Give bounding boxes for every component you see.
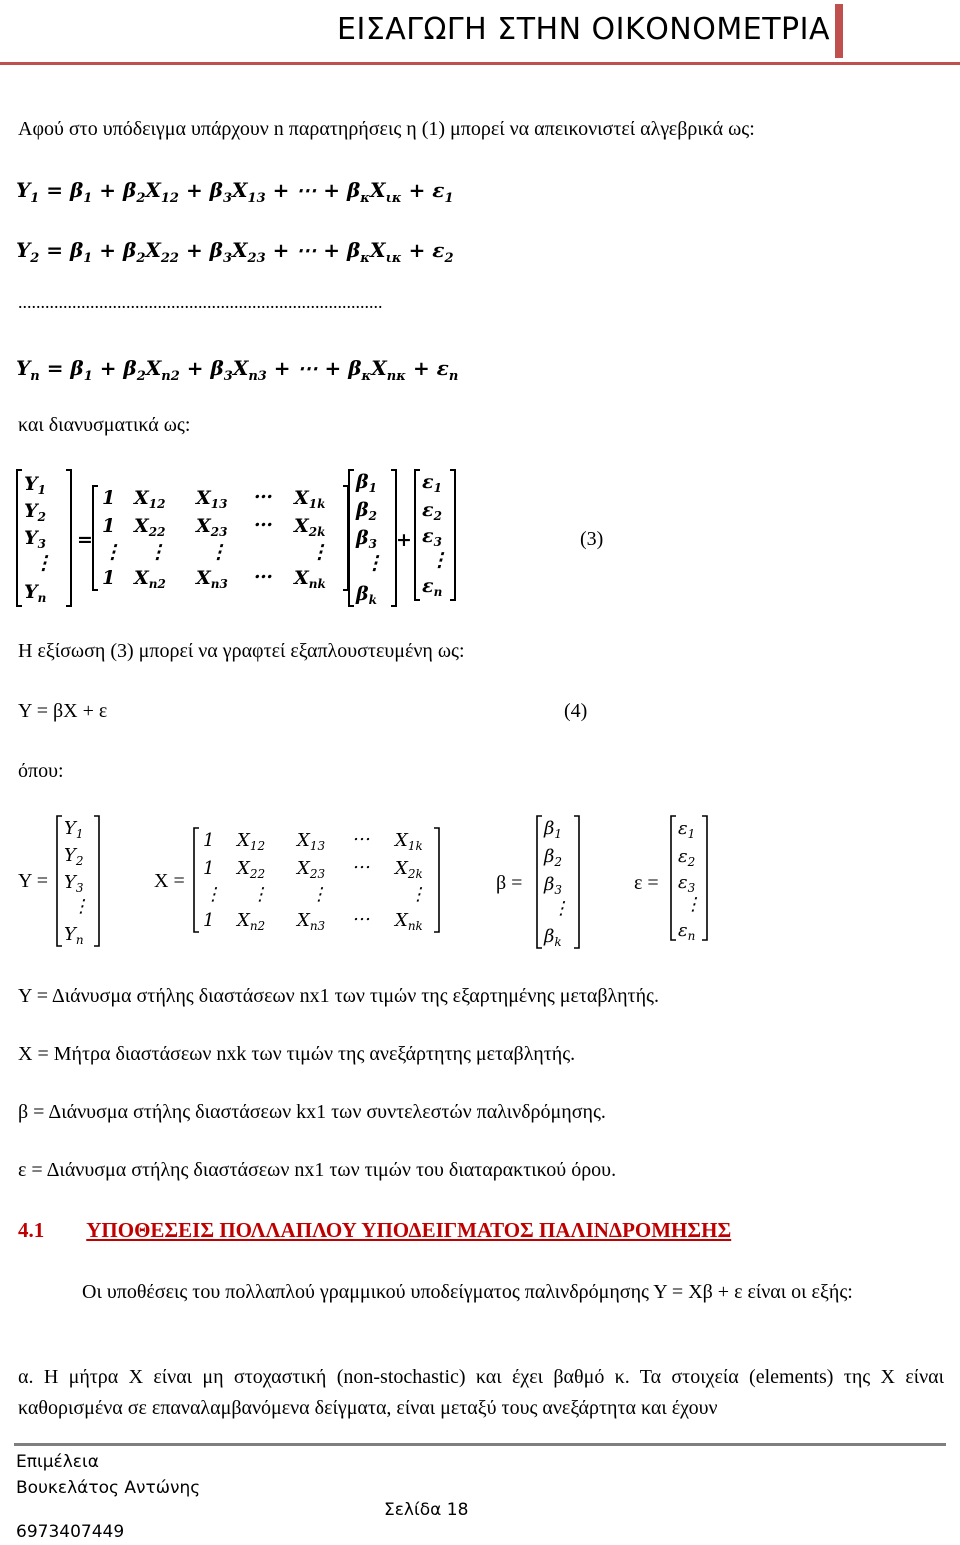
svg-text:Y1: $Y_1$ [64, 818, 84, 841]
svg-text:⋮: ⋮ [430, 549, 449, 571]
svg-text:β2: $\beta_2$ [356, 499, 377, 523]
svg-text:εn: $\varepsilon_n$ [678, 920, 696, 943]
matrix-equation-3 [14, 466, 474, 611]
page-header [0, 0, 960, 60]
svg-text:Xnk: $X_{nk}$ [294, 567, 326, 591]
x-matrix [193, 824, 443, 936]
svg-text:=: = [77, 529, 93, 551]
intro-text: Αφού στο υπόδειγμα υπάρχουν n παρατηρήσεις η (1) μπορεί να απεικονιστεί αλγεβρικά ως: [18, 118, 755, 140]
svg-text:ε2: $\varepsilon_2$ [678, 846, 696, 869]
equation-y1: $Y_1 = \beta_1 + \beta_2X_{12} + \beta_3X_{13}$ + ⋯ + $\beta_\kappa X_{\iota\kappa} + \varepsilon_1$ [16, 178, 454, 206]
svg-text:X12: $X_{12}$ [237, 830, 266, 853]
svg-text:⋮: ⋮ [148, 541, 167, 563]
section-title: ΥΠΟΘΕΣΕΙΣ ΠΟΛΛΑΠΛΟΥ ΥΠΟΔΕΙΓΜΑΤΟΣ ΠΑΛΙΝΔΡΟΜΗΣΗΣ [86, 1218, 732, 1242]
svg-text:β3: $\beta_3$ [544, 874, 563, 897]
svg-text:X13: $X_{13}$ [297, 830, 326, 853]
where-label: όπου: [18, 760, 64, 782]
page-number: Σελίδα 18 [384, 1500, 469, 1520]
simplified-intro: Η εξίσωση (3) μπορεί να γραφτεί εξαπλουστευμένη ως: [18, 640, 465, 662]
svg-text:+: + [396, 529, 412, 551]
svg-text:ε3: $\varepsilon_3$ [422, 525, 442, 549]
svg-text:β3: $\beta_3$ [356, 527, 377, 551]
equation-yn: $Y_n = \beta_1 + \beta_2X_{n2} + \beta_3X_{n3}$ + ⋯ + $\beta_\kappa X_{n\kappa} + \varepsilon_n$ [16, 356, 459, 384]
section-number: 4.1 [18, 1218, 45, 1242]
x-matrix-label: Χ = [154, 870, 185, 892]
svg-text:1: 1 [102, 487, 116, 509]
svg-text:…: … [254, 481, 273, 503]
svg-text:1: 1 [102, 515, 116, 537]
svg-text:X2k: $X_{2k}$ [395, 858, 423, 881]
svg-text:Xn2: $X_{n2}$ [134, 567, 166, 591]
paragraph-assumptions-intro: Οι υποθέσεις του πολλαπλού γραμμικού υποδείγματος παλινδρόμησης Υ = Χβ + ε είναι οι εξής: [82, 1281, 853, 1303]
svg-text:…: … [254, 561, 273, 583]
svg-text:Y3: $Y_3$ [24, 527, 46, 551]
footer-editor-label: Επιμέλεια [16, 1452, 99, 1472]
paragraph-assumption-a: α. Η μήτρα Χ είναι μη στοχαστική (non-stochastic) και έχει βαθμό κ. Τα στοιχεία (elements) της Χ είναι καθορισμένα σε επαναλαμβανόμενα δείγματα, είναι μεταξύ τους ανεξάρτητα και έχουν [18, 1366, 944, 1419]
svg-text:X22: $X_{22}$ [134, 515, 166, 539]
svg-text:⋮: ⋮ [365, 552, 384, 574]
svg-text:βk: $\beta_k$ [544, 926, 562, 949]
svg-text:Xn3: $X_{n3}$ [297, 910, 326, 933]
epsilon-vector-label: ε = [634, 872, 659, 894]
svg-text:Y2: $Y_2$ [24, 500, 46, 524]
svg-text:1: 1 [102, 567, 116, 589]
svg-text:Xn2: $X_{n2}$ [237, 910, 266, 933]
svg-text:⋮: ⋮ [103, 541, 122, 563]
svg-text:ε2: $\varepsilon_2$ [422, 499, 442, 523]
svg-text:1: 1 [203, 858, 215, 879]
svg-text:β2: $\beta_2$ [544, 846, 563, 869]
definition-y: Υ = Διάνυσμα στήλης διαστάσεων nx1 των τιμών της εξαρτημένης μεταβλητής. [18, 985, 659, 1007]
svg-text:⋮: ⋮ [409, 884, 427, 905]
svg-text:Yn: $Y_n$ [64, 924, 84, 947]
svg-text:1: 1 [203, 910, 215, 931]
definition-x: Χ = Μήτρα διαστάσεων nxk των τιμών της ανεξάρτητης μεταβλητής. [18, 1043, 576, 1065]
svg-text:1: 1 [203, 830, 215, 851]
svg-text:X23: $X_{23}$ [297, 858, 326, 881]
svg-text:…: … [254, 509, 273, 531]
footer-phone: 6973407449 [16, 1522, 125, 1542]
y-vector-label: Υ = [18, 870, 48, 892]
svg-text:…: … [353, 852, 371, 873]
svg-text:Y1: $Y_1$ [24, 473, 46, 497]
y-vector [56, 812, 102, 950]
svg-text:X13: $X_{13}$ [196, 487, 228, 511]
svg-text:⋮: ⋮ [204, 884, 222, 905]
svg-text:β1: $\beta_1$ [356, 471, 377, 495]
svg-text:⋮: ⋮ [209, 541, 228, 563]
svg-text:ε1: $\varepsilon_1$ [678, 818, 696, 841]
footer-author: Βουκελάτος Αντώνης [16, 1478, 201, 1498]
svg-text:ε1: $\varepsilon_1$ [422, 471, 442, 495]
svg-text:Xn3: $X_{n3}$ [196, 567, 228, 591]
section-heading [18, 1218, 731, 1243]
beta-vector-label: β = [496, 872, 523, 894]
svg-text:X1k: $X_{1k}$ [294, 487, 326, 511]
svg-text:εn: $\varepsilon_n$ [422, 575, 443, 599]
beta-vector [536, 812, 582, 952]
svg-text:X1k: $X_{1k}$ [395, 830, 423, 853]
equation-3-label: (3) [580, 528, 604, 550]
svg-text:Yn: $Y_n$ [24, 581, 47, 605]
svg-text:⋮: ⋮ [684, 894, 702, 915]
equation-y2: $Y_2 = \beta_1 + \beta_2X_{22} + \beta_3X_{23}$ + ⋯ + $\beta_\kappa X_{\iota\kappa} + \varepsilon_2$ [16, 238, 454, 266]
equation-4: Υ = βΧ + ε [18, 700, 108, 722]
svg-text:…: … [353, 904, 371, 925]
svg-text:⋮: ⋮ [34, 552, 53, 574]
equation-ellipsis: ................................................................................. [18, 292, 383, 312]
epsilon-vector [670, 812, 710, 944]
vector-intro: και διανυσματικά ως: [18, 414, 191, 436]
definition-beta: β = Διάνυσμα στήλης διαστάσεων kx1 των συντελεστών παλινδρόμησης. [18, 1101, 606, 1123]
svg-text:⋮: ⋮ [310, 541, 329, 563]
svg-text:X23: $X_{23}$ [196, 515, 228, 539]
header-accent-bar [835, 4, 843, 58]
svg-text:X2k: $X_{2k}$ [294, 515, 326, 539]
svg-text:ε3: $\varepsilon_3$ [678, 872, 696, 895]
definition-epsilon: ε = Διάνυσμα στήλης διαστάσεων nx1 των τιμών του διαταρακτικού όρου. [18, 1159, 617, 1181]
header-rule [0, 62, 960, 65]
svg-text:⋮: ⋮ [310, 884, 328, 905]
header-title: ΕΙΣΑΓΩΓΗ ΣΤΗΝ ΟΙΚΟΝΟΜΕΤΡΙΑ [337, 12, 830, 47]
svg-text:⋮: ⋮ [251, 884, 269, 905]
svg-text:⋮: ⋮ [72, 896, 90, 917]
footer-rule [14, 1443, 946, 1446]
svg-text:β1: $\beta_1$ [544, 818, 563, 841]
svg-text:X22: $X_{22}$ [237, 858, 266, 881]
svg-text:Y2: $Y_2$ [64, 845, 84, 868]
svg-text:…: … [353, 824, 371, 845]
svg-text:X12: $X_{12}$ [134, 487, 166, 511]
svg-text:⋮: ⋮ [552, 898, 570, 919]
equation-4-label: (4) [564, 700, 588, 722]
svg-text:Xnk: $X_{nk}$ [395, 910, 423, 933]
svg-text:Y3: $Y_3$ [64, 872, 84, 895]
svg-text:βk: $\beta_k$ [356, 583, 377, 607]
